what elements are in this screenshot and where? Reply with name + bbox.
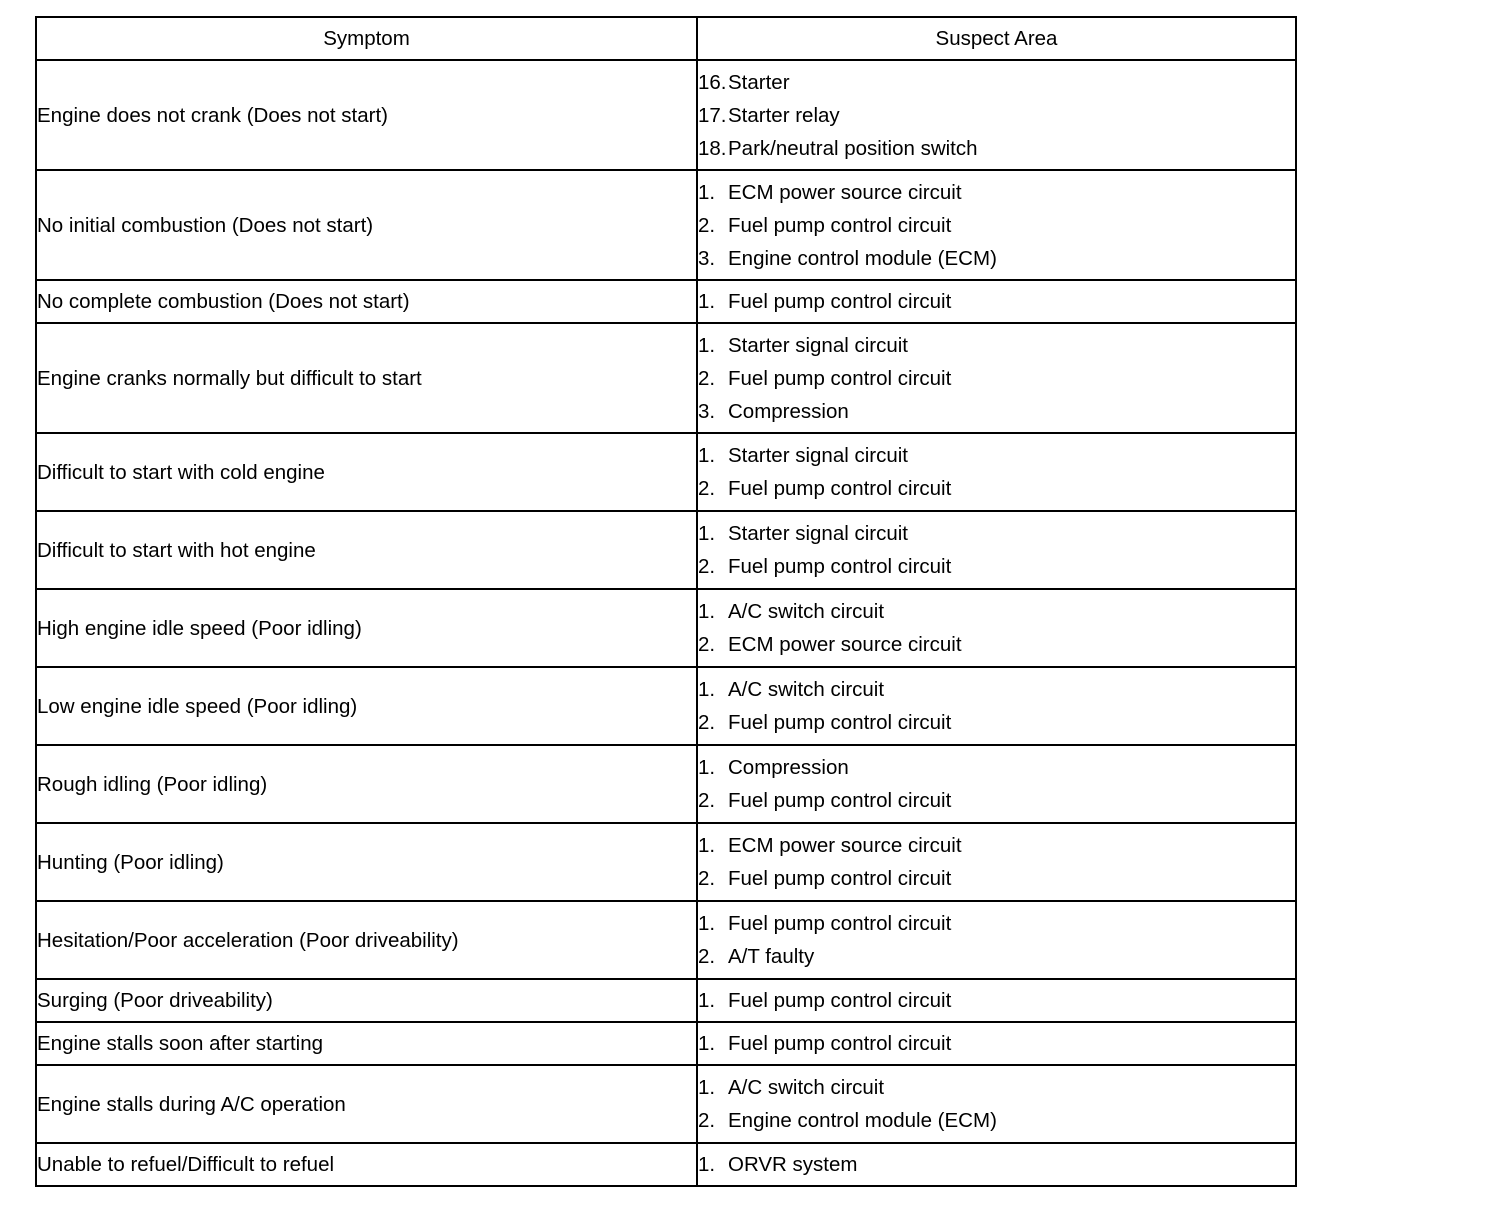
item-text: Starter signal circuit xyxy=(728,522,909,545)
table-row xyxy=(36,1065,1296,1143)
suspect-area-item xyxy=(698,395,1295,428)
suspect-area-item xyxy=(698,829,1295,862)
suspect-area-item xyxy=(698,329,1295,362)
item-text: Engine control module (ECM) xyxy=(728,1109,997,1132)
item-text: Starter xyxy=(728,70,790,94)
item-text: Starter signal circuit xyxy=(728,444,909,467)
item-number: 1. xyxy=(698,678,716,701)
symptom-cell: Engine stalls during A/C operation xyxy=(36,1065,697,1143)
item-number: 1. xyxy=(698,912,716,935)
suspect-area-cell xyxy=(697,979,1296,1022)
suspect-area-item xyxy=(698,907,1295,940)
suspect-area-item xyxy=(698,751,1295,784)
item-text: Fuel pump control circuit xyxy=(728,912,952,935)
suspect-area-cell xyxy=(697,511,1296,589)
suspect-area-item xyxy=(698,940,1295,973)
suspect-area-cell xyxy=(697,433,1296,511)
column-header-symptom: Symptom xyxy=(36,17,697,60)
suspect-area-cell xyxy=(697,323,1296,433)
suspect-area-item xyxy=(698,984,1295,1017)
table-row xyxy=(36,170,1296,280)
suspect-area-item xyxy=(698,862,1295,895)
table-header-row xyxy=(36,17,1296,60)
table-row xyxy=(36,433,1296,511)
item-number: 16. xyxy=(698,70,727,94)
suspect-area-item xyxy=(698,209,1295,242)
suspect-area-item xyxy=(698,362,1295,395)
item-number: 1. xyxy=(698,444,716,467)
item-number: 1. xyxy=(698,834,716,857)
item-number: 17. xyxy=(698,103,727,127)
item-text: Fuel pump control circuit xyxy=(728,366,952,390)
symptom-table xyxy=(35,16,1297,1187)
item-number: 2. xyxy=(698,711,716,734)
item-number: 18. xyxy=(698,136,727,160)
item-number: 1. xyxy=(698,989,716,1012)
suspect-area-item xyxy=(698,1027,1295,1060)
item-number: 1. xyxy=(698,333,716,357)
suspect-area-item xyxy=(698,472,1295,505)
symptom-cell: Engine does not crank (Does not start) xyxy=(36,60,697,170)
table-row xyxy=(36,511,1296,589)
table-row xyxy=(36,323,1296,433)
symptom-cell: Difficult to start with cold engine xyxy=(36,433,697,511)
suspect-area-item xyxy=(698,242,1295,275)
suspect-area-cell xyxy=(697,170,1296,280)
item-text: ECM power source circuit xyxy=(728,180,962,204)
item-text: Fuel pump control circuit xyxy=(728,290,952,313)
suspect-area-item xyxy=(698,1148,1295,1181)
item-number: 1. xyxy=(698,600,716,623)
item-text: Engine control module (ECM) xyxy=(728,246,997,270)
column-header-suspect-area: Suspect Area xyxy=(697,17,1296,60)
symptom-cell: High engine idle speed (Poor idling) xyxy=(36,589,697,667)
symptom-cell: Surging (Poor driveability) xyxy=(36,979,697,1022)
symptom-cell: No initial combustion (Does not start) xyxy=(36,170,697,280)
item-number: 1. xyxy=(698,290,716,313)
symptom-cell: No complete combustion (Does not start) xyxy=(36,280,697,323)
item-number: 1. xyxy=(698,180,716,204)
suspect-area-cell xyxy=(697,60,1296,170)
suspect-area-cell xyxy=(697,1065,1296,1143)
item-text: ORVR system xyxy=(728,1153,858,1176)
item-number: 1. xyxy=(698,1076,716,1099)
item-text: A/C switch circuit xyxy=(728,1076,885,1099)
suspect-area-cell xyxy=(697,589,1296,667)
item-number: 3. xyxy=(698,246,716,270)
table-row xyxy=(36,979,1296,1022)
item-number: 1. xyxy=(698,1032,716,1055)
symptom-cell: Low engine idle speed (Poor idling) xyxy=(36,667,697,745)
suspect-area-item xyxy=(698,1104,1295,1137)
suspect-area-item xyxy=(698,285,1295,318)
suspect-area-item xyxy=(698,628,1295,661)
suspect-area-item xyxy=(698,784,1295,817)
item-text: Starter signal circuit xyxy=(728,333,909,357)
suspect-area-item xyxy=(698,706,1295,739)
item-text: Park/neutral position switch xyxy=(728,136,978,160)
item-number: 2. xyxy=(698,633,716,656)
item-text: Compression xyxy=(728,756,849,779)
table-row xyxy=(36,589,1296,667)
item-number: 2. xyxy=(698,945,716,968)
suspect-area-item xyxy=(698,673,1295,706)
suspect-area-item xyxy=(698,176,1295,209)
table-row xyxy=(36,60,1296,170)
item-text: Fuel pump control circuit xyxy=(728,555,952,578)
item-number: 2. xyxy=(698,477,716,500)
item-text: ECM power source circuit xyxy=(728,633,962,656)
item-number: 2. xyxy=(698,1109,716,1132)
table-row xyxy=(36,823,1296,901)
item-text: Fuel pump control circuit xyxy=(728,213,952,237)
suspect-area-cell xyxy=(697,667,1296,745)
table-row xyxy=(36,667,1296,745)
suspect-area-cell xyxy=(697,823,1296,901)
symptom-cell: Rough idling (Poor idling) xyxy=(36,745,697,823)
table-row xyxy=(36,1143,1296,1186)
item-text: Starter relay xyxy=(728,103,840,127)
table-row xyxy=(36,1022,1296,1065)
table-row xyxy=(36,901,1296,979)
suspect-area-item xyxy=(698,550,1295,583)
suspect-area-item xyxy=(698,99,1295,132)
symptom-cell: Unable to refuel/Difficult to refuel xyxy=(36,1143,697,1186)
symptom-cell: Hesitation/Poor acceleration (Poor driveability) xyxy=(36,901,697,979)
suspect-area-item xyxy=(698,595,1295,628)
symptom-cell: Difficult to start with hot engine xyxy=(36,511,697,589)
suspect-area-cell xyxy=(697,1143,1296,1186)
item-text: Fuel pump control circuit xyxy=(728,1032,952,1055)
suspect-area-item xyxy=(698,517,1295,550)
suspect-area-item xyxy=(698,439,1295,472)
item-number: 1. xyxy=(698,1153,716,1176)
suspect-area-cell xyxy=(697,1022,1296,1065)
item-number: 1. xyxy=(698,522,716,545)
item-text: ECM power source circuit xyxy=(728,834,962,857)
item-text: A/C switch circuit xyxy=(728,600,885,623)
item-number: 2. xyxy=(698,555,716,578)
symptom-cell: Engine stalls soon after starting xyxy=(36,1022,697,1065)
item-text: Fuel pump control circuit xyxy=(728,789,952,812)
table-row xyxy=(36,745,1296,823)
item-number: 2. xyxy=(698,213,716,237)
suspect-area-item xyxy=(698,66,1295,99)
item-text: A/T faulty xyxy=(728,945,815,968)
item-text: Fuel pump control circuit xyxy=(728,711,952,734)
item-number: 2. xyxy=(698,366,716,390)
suspect-area-cell xyxy=(697,901,1296,979)
table-row xyxy=(36,280,1296,323)
symptom-cell: Engine cranks normally but difficult to start xyxy=(36,323,697,433)
item-text: Fuel pump control circuit xyxy=(728,477,952,500)
item-number: 2. xyxy=(698,789,716,812)
item-number: 2. xyxy=(698,867,716,890)
item-number: 3. xyxy=(698,399,716,423)
item-text: Fuel pump control circuit xyxy=(728,867,952,890)
item-text: Fuel pump control circuit xyxy=(728,989,952,1012)
item-number: 1. xyxy=(698,756,716,779)
suspect-area-cell xyxy=(697,745,1296,823)
item-text: Compression xyxy=(728,399,849,423)
symptom-cell: Hunting (Poor idling) xyxy=(36,823,697,901)
table-body xyxy=(36,60,1296,1186)
suspect-area-cell xyxy=(697,280,1296,323)
suspect-area-item xyxy=(698,132,1295,165)
suspect-area-item xyxy=(698,1071,1295,1104)
item-text: A/C switch circuit xyxy=(728,678,885,701)
